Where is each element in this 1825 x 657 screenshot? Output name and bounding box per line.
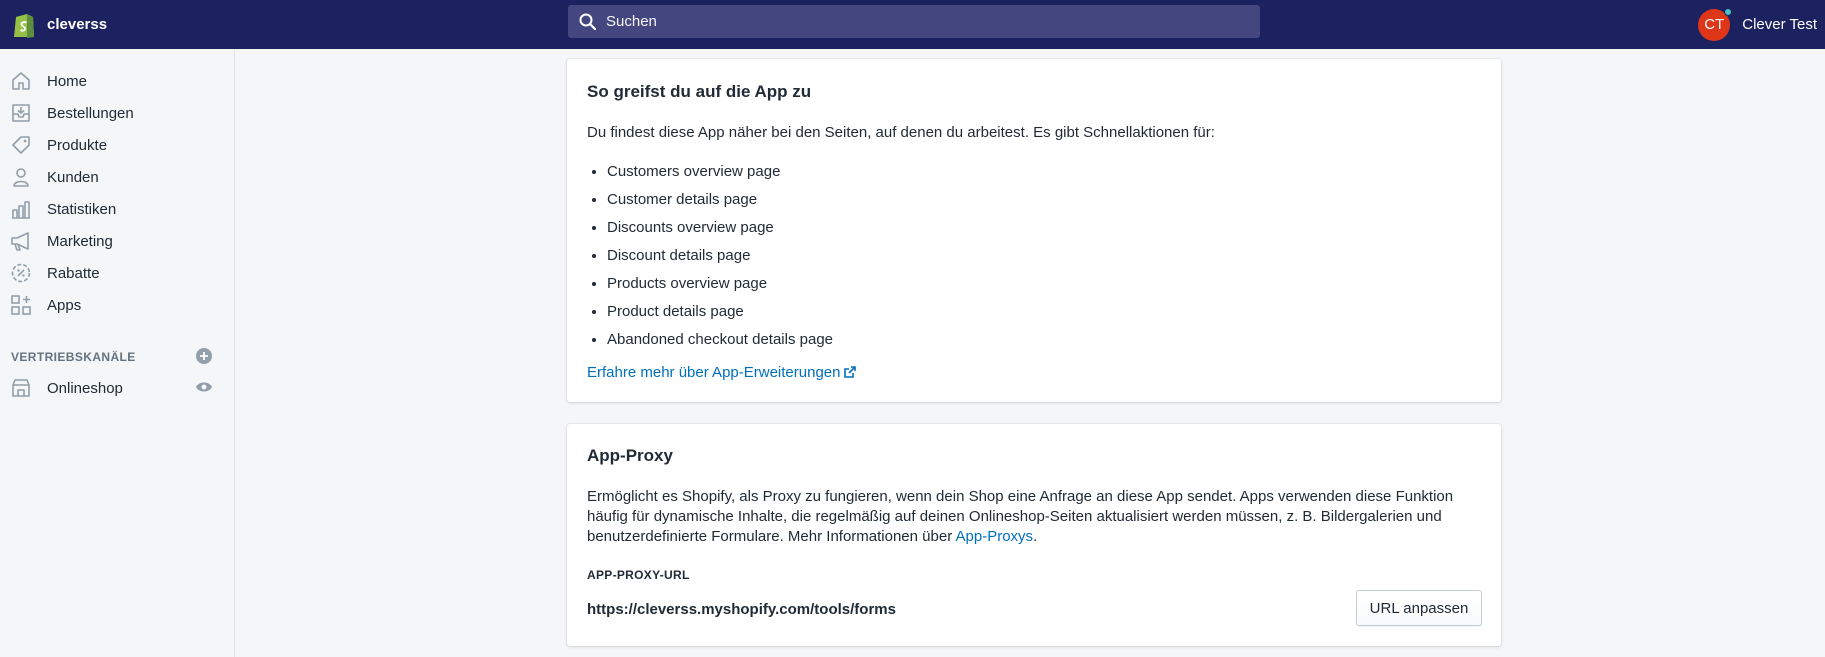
sidebar-item-apps[interactable]	[0, 289, 234, 321]
store-brand[interactable]	[0, 11, 560, 39]
store-icon	[10, 377, 32, 399]
sidebar-item-marketing[interactable]	[0, 225, 234, 257]
proxy-description-text: Ermöglicht es Shopify, als Proxy zu fungieren, wenn dein Shop eine Anfrage an diese App sendet. Apps verwenden diese Funktion häufig für dynamische Inhalte, die regelmäßig auf deinen Onlineshop-Seiten aktualisiert werden müssen, z. B. Bildergalerien und benutzerdefinierte Formulare. Mehr Informationen über	[587, 488, 1454, 545]
sidebar-item-label: Rabatte	[47, 264, 100, 282]
card-intro: Du findest diese App näher bei den Seiten, auf denen du arbeitest. Es gibt Schnellaktionen für:	[587, 124, 1215, 141]
orders-icon	[10, 102, 32, 124]
home-icon	[10, 70, 32, 92]
add-channel-icon[interactable]	[195, 347, 213, 365]
sidebar-item-label: Statistiken	[47, 200, 117, 218]
user-menu[interactable]	[1698, 0, 1825, 49]
list-item: • Customers overview page	[607, 158, 833, 186]
search-icon	[578, 12, 598, 32]
sidebar-item-label: Bestellungen	[47, 104, 134, 122]
apps-icon	[10, 294, 32, 316]
list-item: • Customer details page	[607, 186, 833, 214]
app-proxy-link[interactable]: App-Proxys	[955, 528, 1034, 545]
notification-dot	[1724, 8, 1732, 16]
avatar[interactable]	[1698, 9, 1730, 41]
sidebar-item-home[interactable]	[0, 65, 234, 97]
list-item: • Abandoned checkout details page	[607, 326, 833, 354]
sidebar-item-products[interactable]	[0, 129, 234, 161]
search-input[interactable]	[568, 5, 1260, 38]
customize-url-button[interactable]: URL anpassen	[1356, 590, 1482, 626]
sidebar-item-label: Home	[47, 72, 88, 90]
list-item: • Discounts overview page	[607, 214, 833, 242]
learn-more-link[interactable]	[587, 363, 856, 383]
tag-icon	[10, 134, 32, 156]
card-title: App-Proxy	[587, 446, 673, 465]
bar-chart-icon	[10, 198, 32, 220]
avatar-initials: CT	[1704, 16, 1725, 33]
proxy-description	[587, 487, 1487, 547]
discount-icon	[10, 262, 32, 284]
app-proxy-card	[567, 424, 1501, 646]
page-list	[607, 158, 833, 354]
learn-more-label: Erfahre mehr über App-Erweiterungen	[587, 364, 841, 381]
sidebar-item-analytics[interactable]	[0, 193, 234, 225]
card-title: So greifst du auf die App zu	[587, 82, 812, 101]
list-item: • Product details page	[607, 298, 833, 326]
sidebar	[0, 49, 235, 657]
shopify-logo-icon	[12, 11, 36, 39]
person-icon	[10, 166, 32, 188]
proxy-description-end: .	[1033, 528, 1038, 545]
sidebar-item-customers[interactable]	[0, 161, 234, 193]
store-name: cleverss	[47, 16, 108, 33]
top-bar	[0, 0, 1825, 49]
user-name: Clever Test	[1742, 16, 1817, 33]
sidebar-item-discounts[interactable]	[0, 257, 234, 289]
megaphone-icon	[10, 230, 32, 252]
proxy-url-label: APP-PROXY-URL	[587, 568, 690, 582]
sidebar-item-label: Onlineshop	[47, 379, 123, 397]
list-item: • Products overview page	[607, 270, 833, 298]
sidebar-item-orders[interactable]	[0, 97, 234, 129]
external-link-icon	[844, 366, 856, 378]
eye-icon[interactable]	[195, 380, 213, 394]
sidebar-item-label: Kunden	[47, 168, 99, 186]
sales-channels-heading: VERTRIEBSKANÄLE	[11, 350, 136, 364]
app-access-card	[567, 59, 1501, 402]
proxy-url-value: https://cleverss.myshopify.com/tools/forms	[587, 601, 896, 618]
sidebar-item-label: Produkte	[47, 136, 108, 154]
list-item: • Discount details page	[607, 242, 833, 270]
sidebar-item-label: Apps	[47, 296, 82, 314]
search-placeholder: Suchen	[606, 13, 657, 30]
sidebar-item-label: Marketing	[47, 232, 113, 250]
